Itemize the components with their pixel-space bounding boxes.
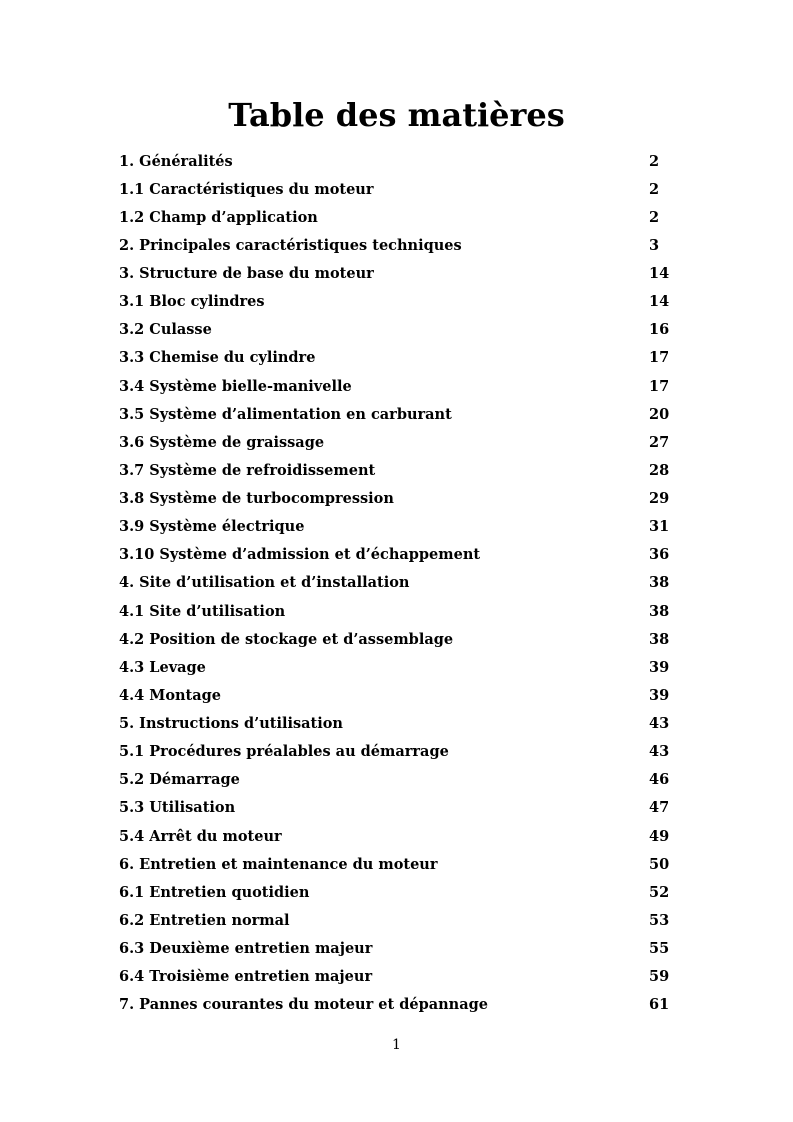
- toc-entry-page-number: 46: [649, 771, 670, 789]
- toc-entry-label: 4. Site d’utilisation et d’installation: [119, 574, 410, 592]
- toc-entry[interactable]: [119, 344, 679, 372]
- toc-entry-label: 3.4 Système bielle-manivelle: [119, 377, 352, 395]
- toc-entry[interactable]: [119, 822, 679, 850]
- toc-entry-label: 4.1 Site d’utilisation: [119, 602, 286, 620]
- page-title: Table des matières: [228, 96, 565, 134]
- toc-entry-label: 3.9 Système électrique: [119, 518, 305, 536]
- toc-entry-label: 1. Généralités: [119, 152, 233, 170]
- toc-entry[interactable]: [119, 541, 679, 569]
- toc-entry-label: 6.3 Deuxième entretien majeur: [119, 940, 373, 958]
- toc-entry[interactable]: [119, 288, 679, 316]
- toc-entry-page-number: 55: [649, 940, 670, 958]
- toc-entry[interactable]: [119, 738, 679, 766]
- toc-entry-page-number: 27: [649, 433, 670, 451]
- toc-entry[interactable]: [119, 400, 679, 428]
- toc-entry-page-number: 17: [649, 377, 670, 395]
- toc-entry[interactable]: [119, 147, 679, 175]
- toc-entry[interactable]: [119, 963, 679, 991]
- toc-entry-label: 4.2 Position de stockage et d’assemblage: [119, 630, 454, 648]
- toc-entry-page-number: 59: [649, 968, 670, 986]
- toc-entry-page-number: 36: [649, 546, 670, 564]
- toc-entry-label: 3.1 Bloc cylindres: [119, 293, 265, 311]
- toc-entry[interactable]: [119, 260, 679, 288]
- toc-entry-label: 3.5 Système d’alimentation en carburant: [119, 405, 452, 423]
- toc-entry-label: 4.3 Levage: [119, 658, 206, 676]
- toc-entry-label: 3.8 Système de turbocompression: [119, 490, 394, 508]
- toc-entry[interactable]: [119, 935, 679, 963]
- toc-entry-page-number: 43: [649, 743, 670, 761]
- toc-entry-page-number: 53: [649, 911, 670, 929]
- toc-entry-label: 5.1 Procédures préalables au démarrage: [119, 743, 449, 761]
- toc-entry[interactable]: [119, 316, 679, 344]
- toc-entry-label: 5.3 Utilisation: [119, 799, 236, 817]
- toc-entry-label: 3.10 Système d’admission et d’échappement: [119, 546, 481, 564]
- toc-entry-label: 3.2 Culasse: [119, 321, 212, 339]
- toc-entry[interactable]: [119, 850, 679, 878]
- toc-entry[interactable]: [119, 428, 679, 456]
- toc-entry-page-number: 3: [649, 236, 660, 254]
- toc-entry-label: 7. Pannes courantes du moteur et dépannage: [119, 996, 488, 1014]
- toc-entry-page-number: 2: [649, 152, 660, 170]
- toc-entry[interactable]: [119, 569, 679, 597]
- toc-entry[interactable]: [119, 456, 679, 484]
- toc-entry-label: 5.4 Arrêt du moteur: [119, 827, 282, 845]
- toc-entry-page-number: 2: [649, 180, 660, 198]
- toc-entry-label: 3.7 Système de refroidissement: [119, 461, 376, 479]
- toc-entry-page-number: 16: [649, 321, 670, 339]
- toc-entry-page-number: 28: [649, 461, 670, 479]
- toc-entry-page-number: 47: [649, 799, 670, 817]
- toc-entry-label: 5.2 Démarrage: [119, 771, 240, 789]
- toc-entry-page-number: 14: [649, 293, 670, 311]
- toc-entry[interactable]: [119, 485, 679, 513]
- toc-entry-page-number: 38: [649, 630, 670, 648]
- toc-entry[interactable]: [119, 372, 679, 400]
- toc-entry-label: 4.4 Montage: [119, 686, 221, 704]
- toc-entry[interactable]: [119, 231, 679, 259]
- toc-entry-label: 6. Entretien et maintenance du moteur: [119, 855, 438, 873]
- toc-entry[interactable]: [119, 653, 679, 681]
- toc-entry-page-number: 43: [649, 715, 670, 733]
- toc-entry-label: 3.3 Chemise du cylindre: [119, 349, 316, 367]
- toc-entry-page-number: 29: [649, 490, 670, 508]
- toc-entry-page-number: 50: [649, 855, 670, 873]
- toc-entry-page-number: 49: [649, 827, 670, 845]
- toc-entry-page-number: 38: [649, 602, 670, 620]
- toc-entry-page-number: 14: [649, 265, 670, 283]
- toc-entry[interactable]: [119, 710, 679, 738]
- toc-entry[interactable]: [119, 681, 679, 709]
- toc-entry-page-number: 17: [649, 349, 670, 367]
- toc-entry-label: 2. Principales caractéristiques techniques: [119, 236, 462, 254]
- toc-entry[interactable]: [119, 513, 679, 541]
- toc-entry[interactable]: [119, 597, 679, 625]
- toc-entry-page-number: 39: [649, 658, 670, 676]
- toc-entry[interactable]: [119, 625, 679, 653]
- toc-entry-label: 1.2 Champ d’application: [119, 208, 318, 226]
- toc-entry-label: 5. Instructions d’utilisation: [119, 715, 343, 733]
- toc-entry-page-number: 38: [649, 574, 670, 592]
- toc-entry-page-number: 52: [649, 883, 670, 901]
- toc-entry-label: 1.1 Caractéristiques du moteur: [119, 180, 374, 198]
- toc-entry[interactable]: [119, 991, 679, 1019]
- toc-entry-label: 3. Structure de base du moteur: [119, 265, 374, 283]
- toc-entry-page-number: 61: [649, 996, 670, 1014]
- toc-entry[interactable]: [119, 175, 679, 203]
- toc-entry-label: 6.1 Entretien quotidien: [119, 883, 310, 901]
- table-of-contents: [119, 147, 679, 1019]
- toc-entry[interactable]: [119, 203, 679, 231]
- toc-entry-label: 3.6 Système de graissage: [119, 433, 325, 451]
- toc-entry[interactable]: [119, 906, 679, 934]
- page-number: 1: [392, 1037, 401, 1053]
- toc-entry-label: 6.2 Entretien normal: [119, 911, 290, 929]
- toc-entry-page-number: 20: [649, 405, 670, 423]
- toc-entry[interactable]: [119, 794, 679, 822]
- toc-entry[interactable]: [119, 766, 679, 794]
- toc-entry-page-number: 39: [649, 686, 670, 704]
- toc-entry-label: 6.4 Troisième entretien majeur: [119, 968, 373, 986]
- toc-entry[interactable]: [119, 878, 679, 906]
- toc-entry-page-number: 31: [649, 518, 670, 536]
- toc-entry-page-number: 2: [649, 208, 660, 226]
